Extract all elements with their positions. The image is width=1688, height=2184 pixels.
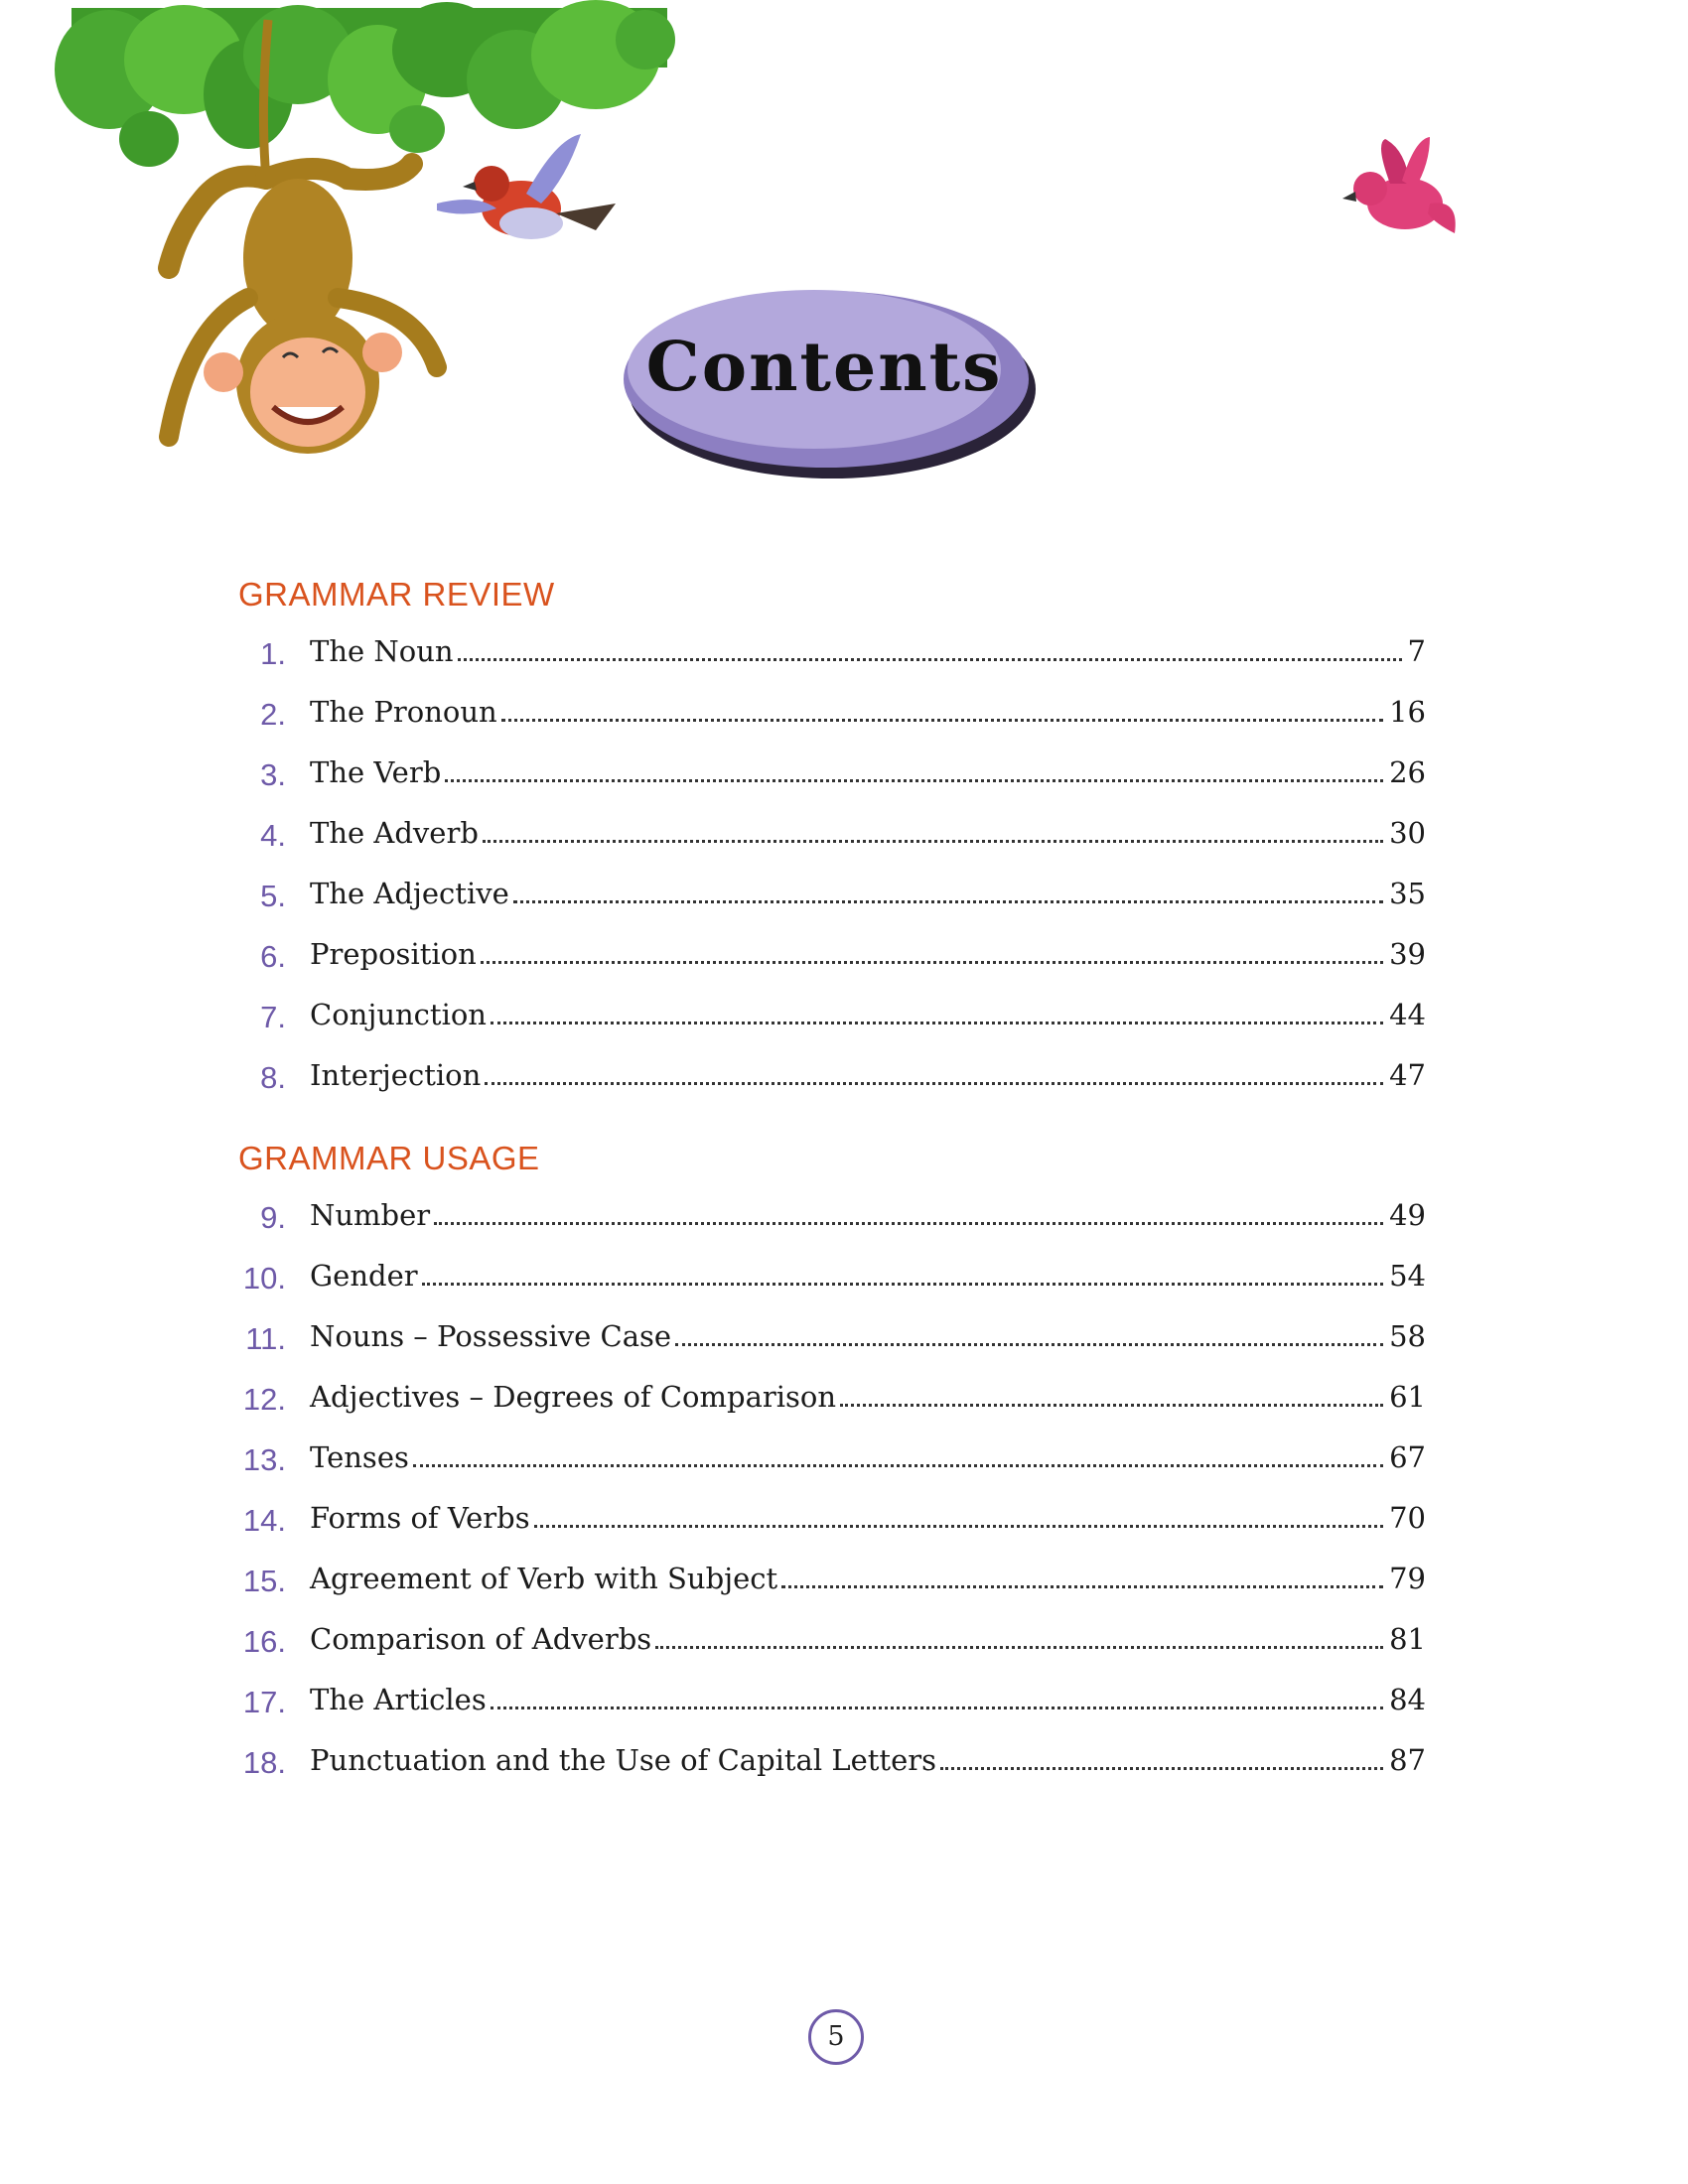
- toc-item[interactable]: [0, 933, 1688, 983]
- dot-leader: [501, 719, 1383, 722]
- toc-item-page: 35: [1389, 877, 1426, 910]
- toc-item-title: Forms of Verbs: [310, 1501, 530, 1535]
- toc-item-page: 44: [1389, 998, 1426, 1031]
- toc-item-number: 1.: [260, 636, 286, 671]
- toc-item[interactable]: [0, 1618, 1688, 1668]
- toc-item-page: 81: [1389, 1622, 1426, 1656]
- red-bird-icon: [437, 134, 616, 239]
- dot-leader: [413, 1464, 1383, 1467]
- toc-item-title: The Verb: [310, 755, 442, 789]
- toc-item-number: 3.: [260, 757, 286, 792]
- dot-leader: [781, 1585, 1383, 1588]
- toc-item-page: 7: [1407, 634, 1426, 668]
- toc-item-number: 13.: [242, 1442, 286, 1477]
- dot-leader: [513, 900, 1383, 903]
- toc-item[interactable]: [0, 873, 1688, 922]
- dot-leader: [491, 1022, 1383, 1024]
- toc-item-number: 8.: [260, 1060, 286, 1095]
- toc-item-page: 84: [1389, 1683, 1426, 1716]
- toc-item-title: Number: [310, 1198, 431, 1232]
- dot-leader: [840, 1404, 1383, 1407]
- toc-item[interactable]: [0, 1194, 1688, 1244]
- toc-item[interactable]: [0, 1376, 1688, 1426]
- toc-item-title: Punctuation and the Use of Capital Letters: [310, 1743, 936, 1777]
- toc-item-number: 2.: [260, 697, 286, 732]
- toc-item-title: Agreement of Verb with Subject: [310, 1562, 778, 1595]
- toc-item-page: 39: [1389, 937, 1426, 971]
- toc-item[interactable]: [0, 994, 1688, 1043]
- toc-item-number: 14.: [242, 1503, 286, 1538]
- toc-item-title: Nouns – Possessive Case: [310, 1319, 672, 1353]
- dot-leader: [491, 1706, 1383, 1709]
- toc-item-title: The Pronoun: [310, 695, 497, 729]
- dot-leader: [675, 1343, 1383, 1346]
- section-heading-grammar-usage: GRAMMAR USAGE: [238, 1140, 540, 1176]
- page-title: Contents: [645, 328, 1003, 407]
- toc-item-page: 47: [1389, 1058, 1426, 1092]
- toc-item-page: 16: [1389, 695, 1426, 729]
- tree-leaves-icon: [55, 0, 675, 167]
- toc-item-title: Comparison of Adverbs: [310, 1622, 652, 1656]
- dot-leader: [940, 1767, 1383, 1770]
- toc-item-title: Interjection: [310, 1058, 482, 1092]
- toc-item-number: 17.: [242, 1685, 286, 1719]
- toc-item[interactable]: [0, 691, 1688, 741]
- dot-leader: [485, 1082, 1383, 1085]
- toc-item-number: 7.: [260, 1000, 286, 1034]
- toc-item-number: 6.: [260, 939, 286, 974]
- toc-item-number: 16.: [242, 1624, 286, 1659]
- toc-item-page: 49: [1389, 1198, 1426, 1232]
- toc-item-page: 79: [1389, 1562, 1426, 1595]
- toc-item-title: Preposition: [310, 937, 477, 971]
- toc-item[interactable]: [0, 630, 1688, 680]
- pink-bird-icon: [1342, 137, 1456, 233]
- header-illustration: [0, 0, 1688, 516]
- toc-item-title: The Adjective: [310, 877, 509, 910]
- dot-leader: [434, 1222, 1383, 1225]
- toc-item-number: 4.: [260, 818, 286, 853]
- toc-item-page: 26: [1389, 755, 1426, 789]
- toc-item-number: 5.: [260, 879, 286, 913]
- section-heading-grammar-review: GRAMMAR REVIEW: [238, 576, 555, 613]
- toc-item[interactable]: [0, 1255, 1688, 1304]
- toc-item[interactable]: [0, 1739, 1688, 1789]
- toc-item[interactable]: [0, 751, 1688, 801]
- toc-item-page: 61: [1389, 1380, 1426, 1414]
- dot-leader: [655, 1646, 1383, 1649]
- toc-item-page: 58: [1389, 1319, 1426, 1353]
- dot-leader: [483, 840, 1383, 843]
- toc-item-title: Conjunction: [310, 998, 487, 1031]
- dot-leader: [534, 1525, 1383, 1528]
- toc-item-page: 87: [1389, 1743, 1426, 1777]
- toc-item[interactable]: [0, 1436, 1688, 1486]
- toc-item-number: 18.: [242, 1745, 286, 1780]
- toc-item-number: 15.: [242, 1564, 286, 1598]
- toc-item[interactable]: [0, 1054, 1688, 1104]
- toc-item-title: The Noun: [310, 634, 454, 668]
- page-number: 5: [808, 2009, 864, 2065]
- toc-item[interactable]: [0, 1497, 1688, 1547]
- toc-item-title: Gender: [310, 1259, 418, 1293]
- toc-item-number: 11.: [245, 1321, 286, 1356]
- dot-leader: [458, 658, 1402, 661]
- toc-item[interactable]: [0, 1679, 1688, 1728]
- toc-item[interactable]: [0, 812, 1688, 862]
- toc-item-number: 10.: [242, 1261, 286, 1296]
- toc-item-number: 12.: [242, 1382, 286, 1417]
- toc-item[interactable]: [0, 1558, 1688, 1607]
- toc-item-page: 30: [1389, 816, 1426, 850]
- toc-item-title: Tenses: [310, 1440, 409, 1474]
- dot-leader: [445, 779, 1383, 782]
- dot-leader: [481, 961, 1383, 964]
- toc-item-title: Adjectives – Degrees of Comparison: [310, 1380, 837, 1414]
- toc-item-page: 54: [1389, 1259, 1426, 1293]
- toc-item-number: 9.: [260, 1200, 286, 1235]
- toc-item-title: The Adverb: [310, 816, 479, 850]
- toc-item-page: 67: [1389, 1440, 1426, 1474]
- toc-item-page: 70: [1389, 1501, 1426, 1535]
- toc-item[interactable]: [0, 1315, 1688, 1365]
- toc-item-title: The Articles: [310, 1683, 487, 1716]
- dot-leader: [422, 1283, 1383, 1286]
